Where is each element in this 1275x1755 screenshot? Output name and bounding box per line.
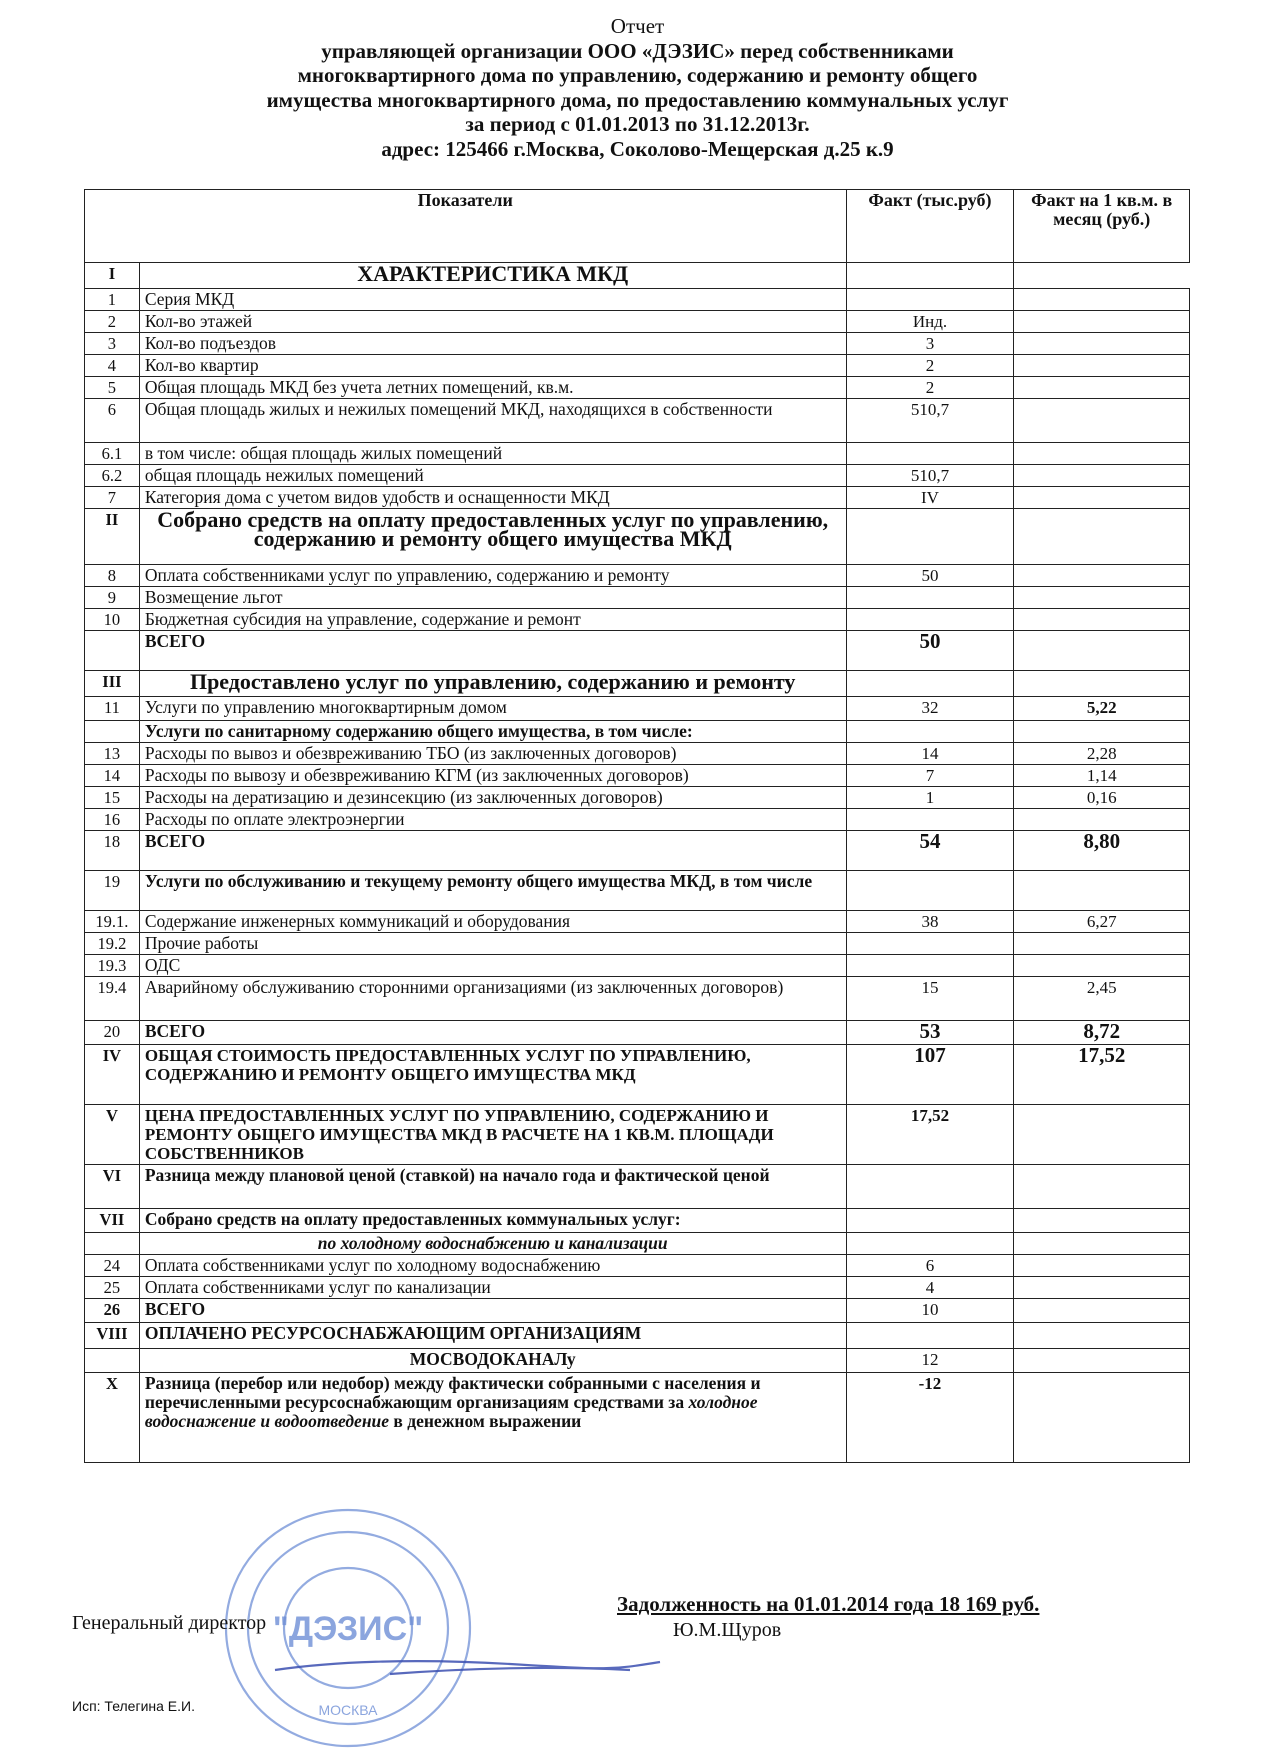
row-label: Собрано средств на оплату предоставленных коммунальных услуг: <box>139 1209 846 1233</box>
row-label: Предоставлено услуг по управлению, содержанию и ремонту <box>139 671 846 697</box>
table-row <box>85 587 1190 609</box>
row-label: Общая площадь жилых и нежилых помещений МКД, находящихся в собственности <box>139 399 846 443</box>
row-label: Серия МКД <box>139 289 846 311</box>
row-label: ХАРАКТЕРИСТИКА МКД <box>139 263 846 289</box>
fact-per-sqm-value: 0,16 <box>1014 787 1190 809</box>
row-number: 6.2 <box>85 465 140 487</box>
table-row <box>85 1349 1190 1373</box>
fact-value: 107 <box>846 1045 1014 1105</box>
fact-value: 510,7 <box>846 399 1014 443</box>
row-number: 24 <box>85 1255 140 1277</box>
fact-per-sqm-value: 2,45 <box>1014 977 1190 1021</box>
row-number: IV <box>85 1045 140 1105</box>
fact-per-sqm-value <box>1014 1277 1190 1299</box>
table-row <box>85 1233 1190 1255</box>
row-number: 19.2 <box>85 933 140 955</box>
executor-note: Исп: Телегина Е.И. <box>72 1698 195 1714</box>
fact-value: 54 <box>846 831 1014 871</box>
fact-per-sqm-value <box>1014 399 1190 443</box>
row-number: VI <box>85 1165 140 1209</box>
fact-value: 1 <box>846 787 1014 809</box>
row-label: ВСЕГО <box>139 831 846 871</box>
row-number: 8 <box>85 565 140 587</box>
row-number: X <box>85 1373 140 1463</box>
fact-per-sqm-value <box>1014 631 1190 671</box>
fact-value <box>846 721 1014 743</box>
fact-per-sqm-value <box>1014 487 1190 509</box>
table-row <box>85 465 1190 487</box>
table-row <box>85 1045 1190 1105</box>
report-body <box>85 263 1190 1463</box>
fact-value: 38 <box>846 911 1014 933</box>
fact-per-sqm-value <box>1014 1105 1190 1165</box>
row-label-part: Разница (перебор или недобор) между фактически собранными с населения и перечисленными ресурсоснабжающим организациям средствами за <box>144 1373 761 1412</box>
debt-statement: Задолженность на 01.01.2014 года 18 169 руб. <box>617 1592 1040 1616</box>
stamp-name: "ДЭЗИС" <box>272 1610 424 1648</box>
fact-per-sqm-value: 6,27 <box>1014 911 1190 933</box>
row-label: Услуги по санитарному содержанию общего имущества, в том числе: <box>139 721 846 743</box>
row-number: 6 <box>85 399 140 443</box>
fact-value <box>846 955 1014 977</box>
row-label: Расходы по вывоз и обезвреживанию ТБО (из заключенных договоров) <box>139 743 846 765</box>
row-number: 19.1. <box>85 911 140 933</box>
fact-per-sqm-value <box>1014 443 1190 465</box>
table-row <box>85 1165 1190 1209</box>
fact-value: 32 <box>846 697 1014 721</box>
row-label: Оплата собственниками услуг по управлению, содержанию и ремонту <box>139 565 846 587</box>
row-number: 19 <box>85 871 140 911</box>
fact-value: 10 <box>846 1299 1014 1323</box>
row-number: 18 <box>85 831 140 871</box>
row-number: 4 <box>85 355 140 377</box>
fact-value: -12 <box>846 1373 1014 1463</box>
row-number: 1 <box>85 289 140 311</box>
fact-per-sqm-value <box>1014 1373 1190 1463</box>
row-label: Аварийному обслуживанию сторонними организациями (из заключенных договоров) <box>139 977 846 1021</box>
fact-value <box>846 933 1014 955</box>
row-label: Расходы по вывозу и обезвреживанию КГМ (из заключенных договоров) <box>139 765 846 787</box>
row-label: Разница между плановой ценой (ставкой) на начало года и фактической ценой <box>139 1165 846 1209</box>
row-label: Собрано средств на оплату предоставленных услуг по управлению, содержанию и ремонту общего имущества МКД <box>139 509 846 565</box>
fact-per-sqm-value <box>1014 465 1190 487</box>
table-row <box>85 871 1190 911</box>
row-number: II <box>85 509 140 565</box>
table-row <box>85 487 1190 509</box>
fact-per-sqm-value <box>1014 809 1190 831</box>
fact-value: 50 <box>846 565 1014 587</box>
row-number: 26 <box>85 1299 140 1323</box>
row-label: Услуги по обслуживанию и текущему ремонту общего имущества МКД, в том числе <box>139 871 846 911</box>
report-table <box>84 189 1190 1463</box>
row-number: 7 <box>85 487 140 509</box>
fact-per-sqm-value: 2,28 <box>1014 743 1190 765</box>
row-label: Возмещение льгот <box>139 587 846 609</box>
table-row <box>85 1105 1190 1165</box>
row-number <box>85 1233 140 1255</box>
fact-per-sqm-value <box>1014 721 1190 743</box>
fact-value <box>846 809 1014 831</box>
fact-per-sqm-value <box>1014 955 1190 977</box>
director-name: Ю.М.Щуров <box>673 1619 782 1641</box>
row-label: ОБЩАЯ СТОИМОСТЬ ПРЕДОСТАВЛЕННЫХ УСЛУГ ПО УПРАВЛЕНИЮ, СОДЕРЖАНИЮ И РЕМОНТУ ОБЩЕГО ИМУЩЕСТВА МКД <box>139 1045 846 1105</box>
fact-per-sqm-value <box>1014 1349 1190 1373</box>
table-row <box>85 631 1190 671</box>
fact-per-sqm-value: 8,72 <box>1014 1021 1190 1045</box>
table-row <box>85 1373 1190 1463</box>
fact-value <box>846 263 1014 289</box>
fact-value: 2 <box>846 355 1014 377</box>
fact-per-sqm-value <box>1014 609 1190 631</box>
fact-value <box>846 1323 1014 1349</box>
fact-per-sqm-value <box>1014 565 1190 587</box>
fact-value: 6 <box>846 1255 1014 1277</box>
report-title: Отчет <box>610 14 665 38</box>
table-row <box>85 377 1190 399</box>
table-row <box>85 311 1190 333</box>
fact-per-sqm-value <box>1014 311 1190 333</box>
row-number: 3 <box>85 333 140 355</box>
row-label: Содержание инженерных коммуникаций и оборудования <box>139 911 846 933</box>
table-row <box>85 355 1190 377</box>
row-number: 5 <box>85 377 140 399</box>
row-number: 19.4 <box>85 977 140 1021</box>
row-number: 13 <box>85 743 140 765</box>
row-label: общая площадь нежилых помещений <box>139 465 846 487</box>
fact-per-sqm-value <box>1014 1299 1190 1323</box>
table-row <box>85 289 1190 311</box>
row-label: ВСЕГО <box>139 1299 846 1323</box>
column-header-indicators: Показатели <box>85 190 847 263</box>
row-number: 14 <box>85 765 140 787</box>
row-label: ЦЕНА ПРЕДОСТАВЛЕННЫХ УСЛУГ ПО УПРАВЛЕНИЮ, СОДЕРЖАНИЮ И РЕМОНТУ ОБЩЕГО ИМУЩЕСТВА МКД В РАСЧЕТЕ НА 1 КВ.М. ПЛОЩАДИ СОБСТВЕННИКОВ <box>139 1105 846 1165</box>
row-number: I <box>85 263 140 289</box>
fact-value: Инд. <box>846 311 1014 333</box>
fact-value: 510,7 <box>846 465 1014 487</box>
table-row <box>85 697 1190 721</box>
table-row <box>85 1021 1190 1045</box>
fact-value: 7 <box>846 765 1014 787</box>
table-row <box>85 787 1190 809</box>
fact-value <box>846 509 1014 565</box>
fact-per-sqm-value <box>1014 355 1190 377</box>
fact-per-sqm-value <box>1014 671 1190 697</box>
row-number: 9 <box>85 587 140 609</box>
fact-value: 4 <box>846 1277 1014 1299</box>
fact-value <box>846 871 1014 911</box>
fact-value <box>846 1233 1014 1255</box>
row-number: 16 <box>85 809 140 831</box>
fact-value: 17,52 <box>846 1105 1014 1165</box>
row-number: VIII <box>85 1323 140 1349</box>
fact-value: 50 <box>846 631 1014 671</box>
column-header-fact: Факт (тыс.руб) <box>846 190 1014 263</box>
row-label: по холодному водоснабжению и канализации <box>139 1233 846 1255</box>
fact-per-sqm-value: 1,14 <box>1014 765 1190 787</box>
table-row <box>85 609 1190 631</box>
table-row <box>85 509 1190 565</box>
table-row <box>85 1299 1190 1323</box>
fact-value <box>846 289 1014 311</box>
fact-per-sqm-value <box>1014 377 1190 399</box>
fact-value <box>846 587 1014 609</box>
fact-per-sqm-value <box>1014 1209 1190 1233</box>
table-row <box>85 765 1190 787</box>
table-row <box>85 721 1190 743</box>
fact-per-sqm-value <box>1014 1255 1190 1277</box>
fact-value: 14 <box>846 743 1014 765</box>
row-number <box>85 721 140 743</box>
table-row <box>85 743 1190 765</box>
fact-per-sqm-value: 8,80 <box>1014 831 1190 871</box>
row-number: 11 <box>85 697 140 721</box>
table-row <box>85 671 1190 697</box>
fact-per-sqm-value: 5,22 <box>1014 697 1190 721</box>
fact-value: 12 <box>846 1349 1014 1373</box>
row-label-part: в денежном выражении <box>389 1411 582 1431</box>
row-label: ВСЕГО <box>139 1021 846 1045</box>
row-label: Оплата собственниками услуг по холодному водоснабжению <box>139 1255 846 1277</box>
table-row <box>85 1277 1190 1299</box>
header-line-1: управляющей организации ООО «ДЭЗИС» перед собственниками <box>321 38 954 63</box>
fact-value <box>846 671 1014 697</box>
director-title: Генеральный директор <box>72 1612 267 1634</box>
row-label: МОСВОДОКАНАЛу <box>139 1349 846 1373</box>
row-number: 6.1 <box>85 443 140 465</box>
row-number: 25 <box>85 1277 140 1299</box>
table-row <box>85 1323 1190 1349</box>
row-label-italic: холодное водоснажение и водоотведение <box>144 1392 758 1431</box>
fact-per-sqm-value <box>1014 933 1190 955</box>
row-label <box>139 1373 846 1463</box>
row-label: Бюджетная субсидия на управление, содержание и ремонт <box>139 609 846 631</box>
table-row <box>85 831 1190 871</box>
row-number: VII <box>85 1209 140 1233</box>
row-label: ВСЕГО <box>139 631 846 671</box>
table-row <box>85 809 1190 831</box>
header-line-5: адрес: 125466 г.Москва, Соколово-Мещерская д.25 к.9 <box>381 136 894 161</box>
row-label: Кол-во подъездов <box>139 333 846 355</box>
row-label: Расходы на дератизацию и дезинсекцию (из заключенных договоров) <box>139 787 846 809</box>
row-label: ОДС <box>139 955 846 977</box>
table-row <box>85 933 1190 955</box>
fact-per-sqm-value <box>1014 509 1190 565</box>
row-label: Кол-во квартир <box>139 355 846 377</box>
table-row <box>85 333 1190 355</box>
header-line-3: имущества многоквартирного дома, по предоставлению коммунальных услуг <box>266 87 1009 112</box>
row-number: 15 <box>85 787 140 809</box>
fact-value: 2 <box>846 377 1014 399</box>
row-label: Общая площадь МКД без учета летних помещений, кв.м. <box>139 377 846 399</box>
row-label: Прочие работы <box>139 933 846 955</box>
row-label: Категория дома с учетом видов удобств и оснащенности МКД <box>139 487 846 509</box>
row-label: Услуги по управлению многоквартирным домом <box>139 697 846 721</box>
director-signature <box>270 1640 670 1690</box>
fact-per-sqm-value <box>1014 871 1190 911</box>
stamp-city: МОСКВА <box>318 1702 378 1718</box>
fact-per-sqm-value <box>1014 289 1190 311</box>
fact-value <box>846 1209 1014 1233</box>
fact-value <box>846 609 1014 631</box>
row-number: 2 <box>85 311 140 333</box>
row-label: Расходы по оплате электроэнергии <box>139 809 846 831</box>
row-number <box>85 631 140 671</box>
fact-per-sqm-value <box>1014 333 1190 355</box>
row-label: в том числе: общая площадь жилых помещений <box>139 443 846 465</box>
fact-value: 3 <box>846 333 1014 355</box>
table-row <box>85 977 1190 1021</box>
fact-per-sqm-value: 17,52 <box>1014 1045 1190 1105</box>
table-row <box>85 1209 1190 1233</box>
table-row <box>85 263 1190 289</box>
row-number: III <box>85 671 140 697</box>
row-number: 19.3 <box>85 955 140 977</box>
fact-per-sqm-value <box>1014 1165 1190 1209</box>
row-label: Кол-во этажей <box>139 311 846 333</box>
table-row <box>85 911 1190 933</box>
table-row <box>85 1255 1190 1277</box>
header-line-2: многоквартирного дома по управлению, содержанию и ремонту общего <box>297 63 978 87</box>
table-row <box>85 565 1190 587</box>
row-number: 20 <box>85 1021 140 1045</box>
fact-value: 15 <box>846 977 1014 1021</box>
fact-per-sqm-value <box>1014 587 1190 609</box>
table-row <box>85 955 1190 977</box>
table-row <box>85 443 1190 465</box>
column-header-fact-per-sqm: Факт на 1 кв.м. в месяц (руб.) <box>1014 190 1190 263</box>
row-label: Оплата собственниками услуг по канализации <box>139 1277 846 1299</box>
row-label: ОПЛАЧЕНО РЕСУРСОСНАБЖАЮЩИМ ОРГАНИЗАЦИЯМ <box>139 1323 846 1349</box>
fact-value: IV <box>846 487 1014 509</box>
row-number: 10 <box>85 609 140 631</box>
fact-value <box>846 443 1014 465</box>
table-row <box>85 399 1190 443</box>
header-line-4: за период с 01.01.2013 по 31.12.2013г. <box>465 112 810 136</box>
fact-value: 53 <box>846 1021 1014 1045</box>
fact-per-sqm-value <box>1014 1233 1190 1255</box>
fact-value <box>846 1165 1014 1209</box>
row-number <box>85 1349 140 1373</box>
report-header <box>0 14 1275 161</box>
fact-per-sqm-value <box>1014 1323 1190 1349</box>
row-number: V <box>85 1105 140 1165</box>
